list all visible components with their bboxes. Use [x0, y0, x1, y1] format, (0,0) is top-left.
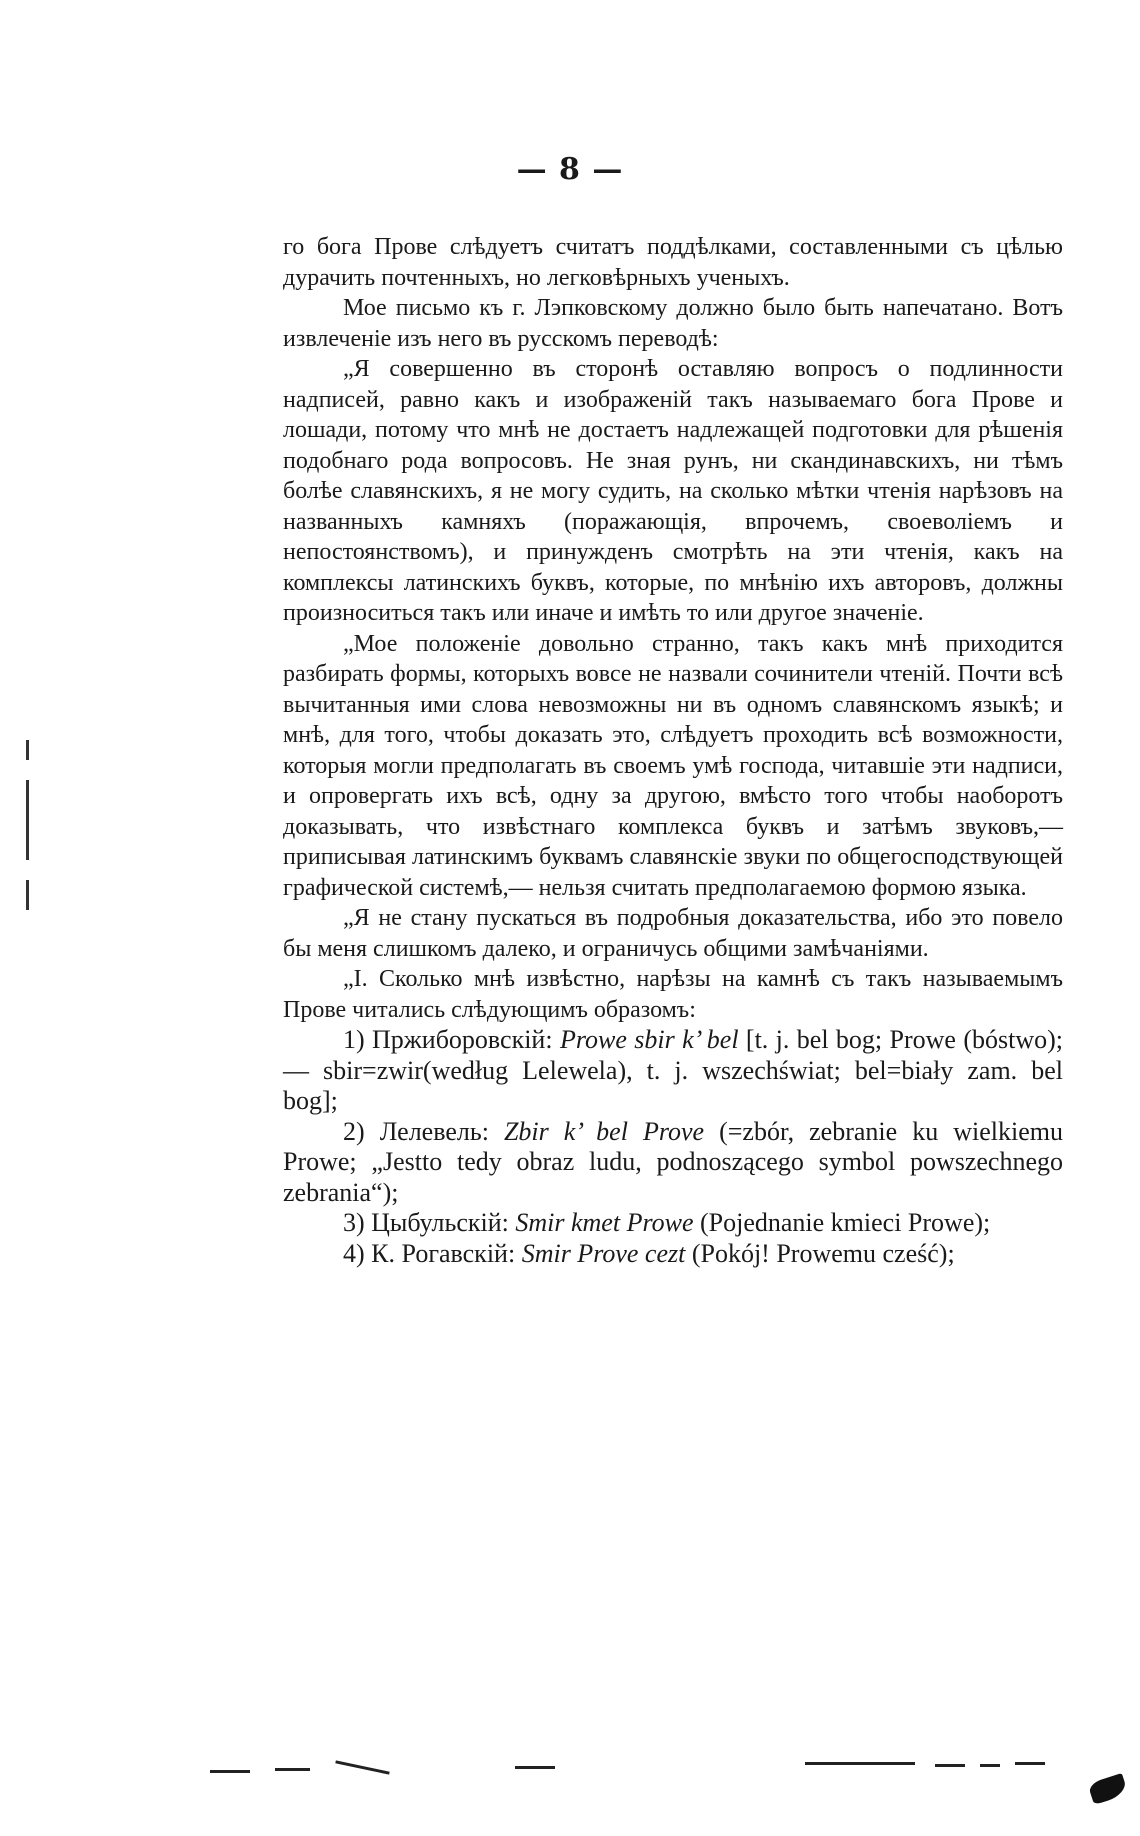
page-number: — 8 — — [516, 152, 624, 187]
reading-2 — [283, 1117, 1063, 1209]
margin-mark — [26, 780, 29, 860]
paragraph-5: „Я не стану пускаться въ подробныя доказательства, ибо это повело бы меня слишкомъ далеко, и ограничусь общими замѣчаніями. — [283, 905, 1063, 962]
body-text — [283, 232, 1063, 1269]
reading-2-lead: 2) Лелевель: — [343, 1116, 504, 1146]
scan-mark — [1015, 1762, 1045, 1765]
bottom-scan-marks — [200, 1740, 1140, 1800]
reading-2-rest: (=zbór, zebranie ku wielkiemu Prowe; „Jestto tedy obraz ludu, podnoszącego symbol powszechnego zebrania“); — [283, 1116, 1063, 1207]
paragraph-4: „Мое положеніе довольно странно, такъ какъ мнѣ приходится разбирать формы, которыхъ вовсе не назвали сочинители чтеній. Почти всѣ вычитанныя ими слова невозможны ни въ одномъ славянскомъ языкѣ; и мнѣ, для того, чтобы доказать это, слѣдуетъ проходить всѣ возможности, которыя могли предполагать въ своемъ умѣ господа, читавшіе эти надписи, и опровергать ихъ всѣ, одну за другою, вмѣсто того чтобы наоборотъ доказывать, что извѣстнаго комплекса буквъ и затѣмъ звуковъ,— приписывая латинскимъ буквамъ славянскіе звуки по общегосподствующей графической системѣ,— нельзя считать предполагаемою формою языка. — [283, 630, 1063, 901]
reading-3-italic: Smir kmet Prowe — [515, 1208, 694, 1237]
reading-4-italic: Smir Prove cezt — [521, 1238, 686, 1268]
scan-mark — [805, 1762, 915, 1765]
reading-4-lead: 4) К. Рогавскій: — [343, 1238, 522, 1268]
reading-1 — [283, 1025, 1063, 1117]
scan-mark — [935, 1764, 965, 1767]
reading-3-rest: (Pojednanie kmieci Prowe); — [693, 1208, 991, 1237]
reading-3-lead: 3) Цыбульскій: — [343, 1208, 516, 1237]
scan-mark — [275, 1768, 310, 1771]
margin-mark — [26, 740, 29, 760]
reading-2-italic: Zbir k’ bel Prove — [503, 1116, 705, 1146]
reading-1-rest: [t. j. bel bog; Prowe (bóstwo);— sbir=zwir(według Lelewela), t. j. wszechświat; bel=biały zam. bel bog]; — [283, 1025, 1063, 1115]
paragraph-3: „Я совершенно въ сторонѣ оставляю вопросъ о подлинности надписей, равно какъ и изображеній такъ называемаго бога Прове и лошади, потому что мнѣ не достаетъ надлежащей подготовки для рѣшенія подобнаго рода вопросовъ. Не зная рунъ, ни скандинавскихъ, ни тѣмъ болѣе славянскихъ, я не могу судить, на сколько мѣтки чтенія нарѣзовъ на названныхъ камняхъ (поражающія, впрочемъ, своеволіемъ и непостоянствомъ), и принужденъ смотрѣть на эти чтенія, какъ на комплексы латинскихъ буквъ, которые, по мнѣнію ихъ авторовъ, должны произноситься такъ или иначе и имѣть то или другое значеніе. — [283, 356, 1063, 626]
scan-mark — [335, 1760, 389, 1774]
paragraph-2: Мое письмо къ г. Лэпковскому должно было быть напечатано. Вотъ извлеченіе изъ него въ русскомъ переводѣ: — [283, 295, 1063, 352]
margin-scan-marks — [20, 740, 40, 920]
scan-mark — [210, 1770, 250, 1773]
scan-mark — [980, 1764, 1000, 1767]
reading-1-italic: Prowe sbir k’ bel — [559, 1025, 739, 1054]
scan-mark — [515, 1766, 555, 1769]
margin-mark — [26, 880, 29, 910]
reading-4-rest: (Pokój! Prowemu cześć); — [685, 1238, 955, 1268]
paragraph-1: го бога Прове слѣдуетъ считатъ поддѣлками, составленными съ цѣлью дурачить почтенныхъ, но легковѣрныхъ ученыхъ. — [283, 234, 1063, 291]
reading-1-lead: 1) Пржиборовскій: — [343, 1025, 560, 1054]
reading-3 — [283, 1208, 1063, 1239]
paragraph-6: „I. Сколько мнѣ извѣстно, нарѣзы на камнѣ съ такъ называемымъ Прове читались слѣдующимъ образомъ: — [283, 966, 1063, 1023]
reading-4 — [283, 1239, 1063, 1270]
